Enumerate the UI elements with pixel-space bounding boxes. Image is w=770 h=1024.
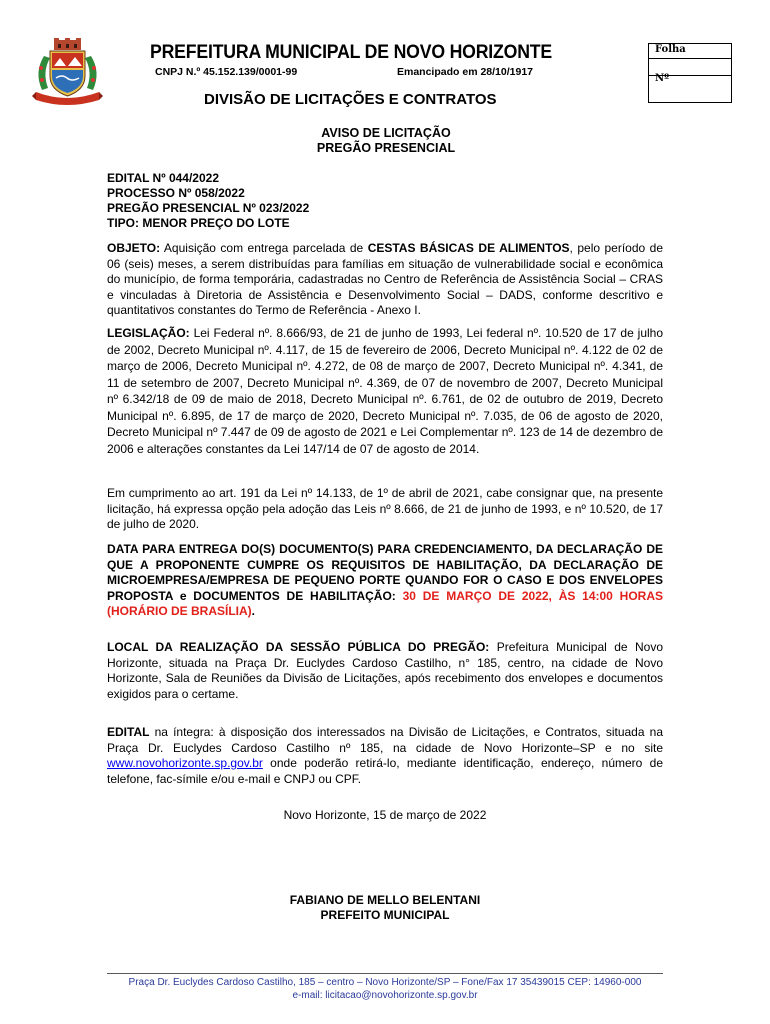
footer-divider — [107, 973, 663, 974]
local-label: LOCAL DA REALIZAÇÃO DA SESSÃO PÚBLICA DO PREGÃO: — [107, 640, 490, 654]
notice-title-line2: PREGÃO PRESENCIAL — [316, 141, 456, 155]
footer — [107, 977, 663, 1002]
footer-address: Praça Dr. Euclydes Cardoso Castilho, 185 – centro – Novo Horizonte/SP – Fone/Fax 17 35439015 CEP: 14960-000 — [128, 977, 642, 988]
folha-stamp-box — [648, 43, 732, 103]
objeto-label: OBJETO: — [107, 241, 161, 255]
cnpj-number: CNPJ N.º 45.152.139/0001-99 — [155, 66, 298, 78]
website-link[interactable]: www.novohorizonte.sp.gov.br — [107, 756, 263, 770]
numero-row — [649, 58, 731, 84]
tipo-label: TIPO: MENOR PREÇO DO LOTE — [107, 216, 290, 230]
notice-title-line1: AVISO DE LICITAÇÃO — [321, 126, 451, 140]
pregao-number: PREGÃO PRESENCIAL Nº 023/2022 — [107, 201, 310, 215]
processo-number: PROCESSO Nº 058/2022 — [107, 186, 245, 200]
signatory-name: FABIANO DE MELLO BELENTANI — [289, 893, 481, 907]
edital-number: EDITAL Nº 044/2022 — [107, 171, 219, 185]
city-date: Novo Horizonte, 15 de março de 2022 — [283, 808, 487, 822]
footer-email: e-mail: licitacao@novohorizonte.sp.gov.br — [292, 989, 478, 1001]
numero-label: Nº — [655, 73, 670, 84]
data-entrega-paragraph — [107, 542, 663, 620]
objeto-text-b: , pelo período de 06 (seis) meses, a serem distribuídas para famílias em situação de vulnerabilidade social e econômica do município, de forma temporária, cadastradas no Centro de Referência de Assistência Social – CRAS e vinculadas à Diretoria de Assistência e Desenvolvimento Social – DADS, conforme descritivo e quantitativos constantes do Termo de Referência - Anexo I. — [107, 241, 664, 317]
objeto-paragraph — [107, 241, 663, 319]
municipality-title: PREFEITURA MUNICIPAL DE NOVO HORIZONTE — [150, 42, 552, 63]
folha-row — [649, 44, 731, 59]
local-text: Prefeitura Municipal de Novo Horizonte, situada na Praça Dr. Euclydes Cardoso Castilho, n° 185, centro, na cidade de Novo Horizonte, Sala de Reuniões da Divisão de Licitações, após recebimento dos envelopes e documentos exigidos para o certame. — [107, 640, 663, 701]
data-entrega-end: . — [251, 604, 256, 618]
edital-info-block — [107, 171, 309, 231]
edital-integra-text-a: na íntegra: à disposição dos interessados na Divisão de Licitações, e Contratos, situada na Praça Dr. Euclydes Cardoso Castilho nº 185, na cidade de Novo Horizonte–SP e no site — [107, 725, 663, 755]
cumprimento-paragraph: Em cumprimento ao art. 191 da Lei nº 14.133, de 1º de abril de 2021, cabe consignar que, na presente licitação, há expressa opção pela adoção das Leis nº 8.666, de 21 de junho de 1993, e nº 10.520, de 17 de julho de 2020. — [107, 486, 663, 531]
data-entrega-text: DATA PARA ENTREGA DO(S) DOCUMENTO(S) PARA CREDENCIAMENTO, DA DECLARAÇÃO DE QUE A PROPONENTE CUMPRE OS REQUISITOS DE HABILITAÇÃO, DA DECLARAÇÃO DE MICROEMPRESA/EMPRESA DE PEQUENO PORTE QUANDO FOR O CASO E DOS ENVELOPES PROPOSTA e DOCUMENTOS DE HABILITAÇÃO: — [107, 542, 663, 603]
legislacao-text: Lei Federal nº. 8.666/93, de 21 de junho de 1993, Lei federal nº. 10.520 de 17 de julho de 2002, Decreto Municipal nº. 4.117, de 15 de fevereiro de 2006, Decreto Municipal nº. 4.122 de 02 de março de 2006, Decreto Municipal nº. 4.272, de 08 de março de 2007, Decreto Municipal nº. 4.341, de 11 de setembro de 2007, Decreto Municipal nº. 4.369, de 07 de novembro de 2007, Decreto Municipal nº 6.342/18 de 09 de maio de 2018, Decreto Municipal nº. 6.761, de 02 de outubro de 2019, Decreto Municipal nº. 6.895, de 17 de março de 2020, Decreto Municipal nº. 7.035, de 06 de agosto de 2020, Decreto Municipal nº 7.447 de 09 de agosto de 2021 e Lei Complementar nº. 123 de 14 de dezembro de 2006 e alterações constantes da Lei 147/14 de 07 de agosto de 2014. — [107, 326, 663, 456]
local-paragraph — [107, 640, 663, 702]
edital-integra-label: EDITAL — [107, 725, 150, 739]
legislacao-label: LEGISLAÇÃO: — [107, 326, 190, 340]
emancipation-date: Emancipado em 28/10/1917 — [397, 66, 533, 78]
edital-integra-text-b: onde poderão retirá-lo, mediante identificação, endereço, número de telefone, fac-símile e/ou e-mail e CNPJ ou CPF. — [107, 756, 663, 786]
signature-block — [107, 893, 663, 922]
division-title: DIVISÃO DE LICITAÇÕES E CONTRATOS — [204, 91, 497, 108]
municipal-coat-of-arms-icon — [30, 38, 105, 106]
data-entrega-date: 30 DE MARÇO DE 2022, ÀS 14:00 HORAS (HORÁRIO DE BRASÍLIA) — [107, 588, 663, 618]
edital-integra-paragraph — [107, 725, 663, 787]
objeto-text-a: Aquisição com entrega parcelada de — [160, 241, 368, 255]
folha-label: Folha — [655, 44, 686, 55]
notice-title — [107, 126, 665, 156]
objeto-highlight: CESTAS BÁSICAS DE ALIMENTOS — [367, 241, 570, 255]
signatory-role: PREFEITO MUNICIPAL — [320, 907, 450, 922]
legislacao-paragraph — [107, 325, 663, 457]
